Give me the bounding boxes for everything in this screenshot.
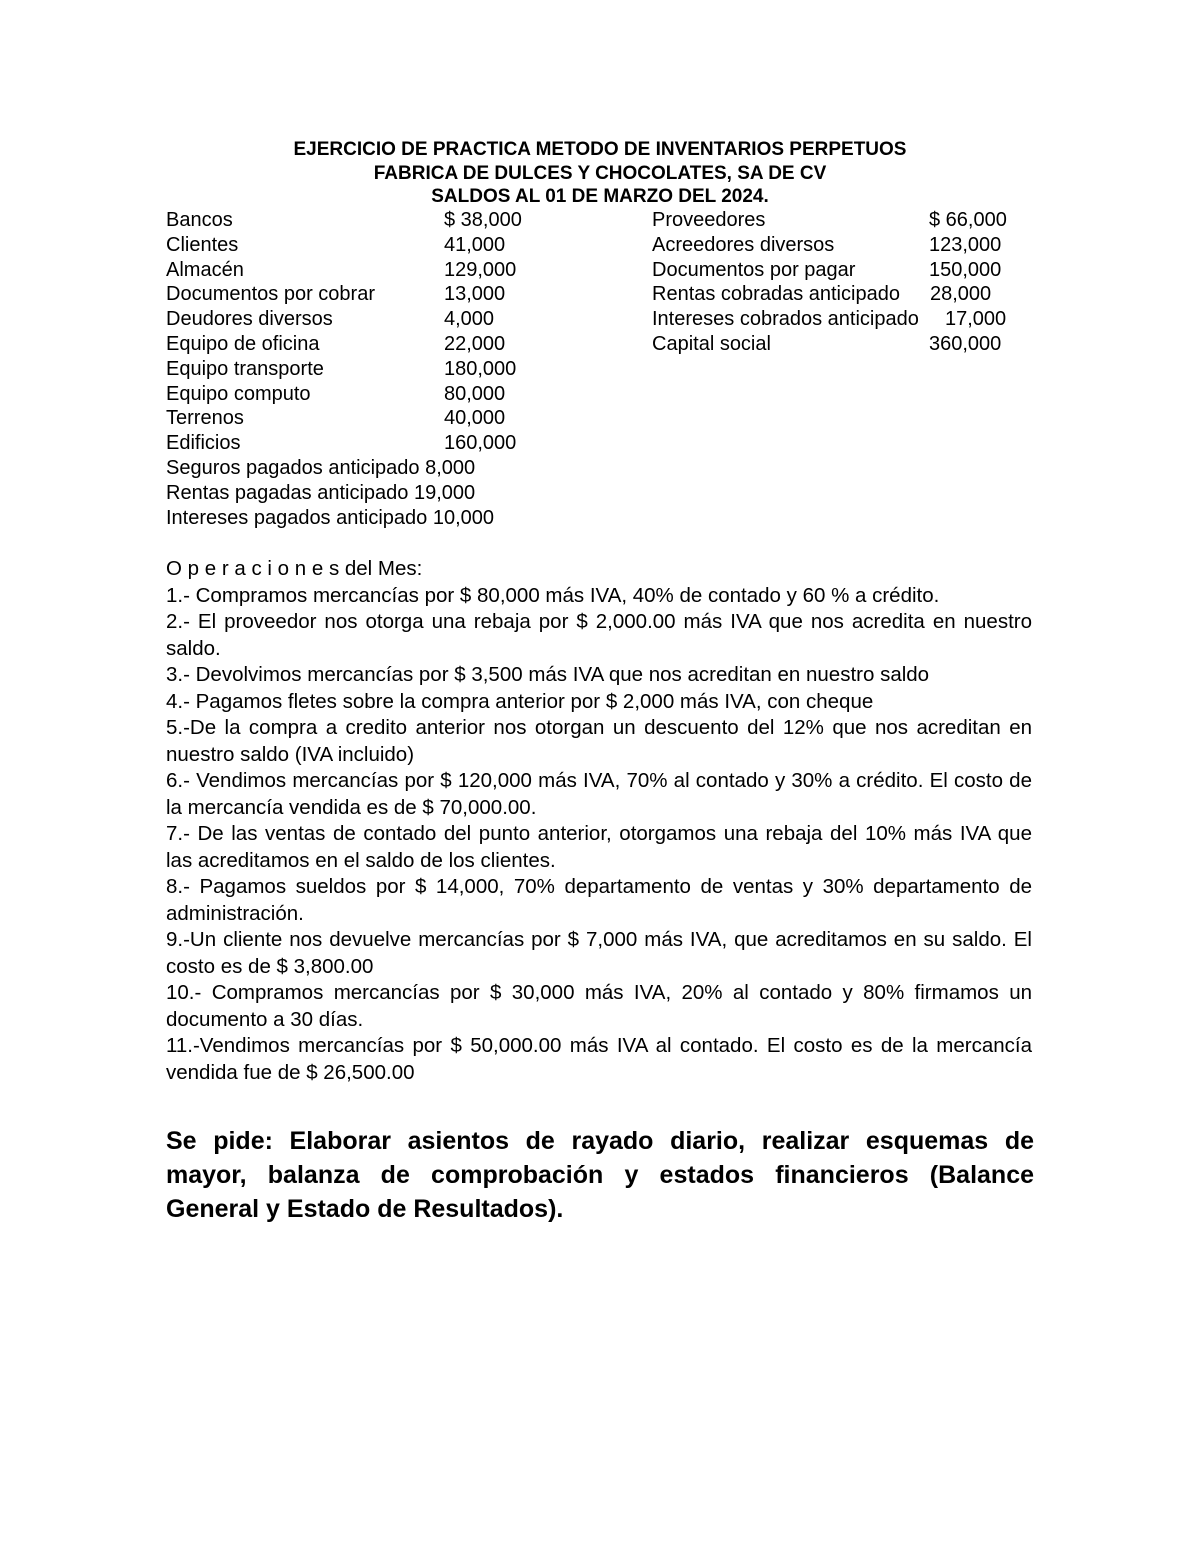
asset-account-name: Equipo transporte [166,357,324,380]
asset-account-inline [166,481,475,506]
asset-account-inline [166,456,475,481]
asset-account-name: Almacén [166,258,244,281]
balance-row [0,357,1200,382]
asset-account-amount: 22,000 [444,332,506,355]
liability-account-name: Rentas cobradas anticipado [652,283,900,306]
balance-row [0,406,1200,431]
asset-account-amount: $ 38,000 [444,209,522,231]
operation-item: 1.- Compramos mercancías por $ 80,000 más IVA, 40% de contado y 60 % a crédito. [166,583,940,607]
asset-account-name: Documentos por cobrar [166,283,375,306]
asset-account-inline [166,506,494,531]
asset-account-amount: 10,000 [432,506,495,529]
asset-account-name: Terrenos [166,407,244,430]
asset-account-amount: 80,000 [444,382,506,405]
balance-row [0,382,1200,407]
liability-account-amount: 28,000 [930,283,992,306]
liability-account-name: Documentos por pagar [652,258,856,281]
asset-account-name: Edificios [166,432,241,455]
exercise-title: EJERCICIO DE PRACTICA METODO DE INVENTARIOS PERPETUOS [293,139,907,160]
balance-row [0,307,1200,332]
balance-row [0,481,1200,506]
operation-item: 5.-De la compra a credito anterior nos otorgan un descuento del 12% que nos acreditan en nuestro saldo (IVA incluido) [166,716,1032,766]
operations-title: O p e r a c i o n e s del Mes: [166,557,423,580]
liability-account-name: Proveedores [652,209,766,231]
asset-account-name: Bancos [166,209,233,231]
opening-balances [0,208,1200,530]
operation-item: 6.- Vendimos mercancías por $ 120,000 más IVA, 70% al contado y 30% a crédito. El costo de la mercancía vendida es de $ 70,000.00. [166,769,1032,819]
balance-row [0,208,1200,233]
asset-account-name: Clientes [166,233,239,256]
liability-account-name: Intereses cobrados anticipado [652,308,919,331]
liability-account-amount: 123,000 [929,233,1002,256]
balance-row [0,233,1200,258]
liability-account-name: Acreedores diversos [652,233,835,256]
document-header [0,138,1200,209]
operation-item: 2.- El proveedor nos otorga una rebaja por $ 2,000.00 más IVA que nos acredita en nuestro saldo. [166,610,1032,660]
balance-row [0,456,1200,481]
asset-account-amount: 19,000 [413,481,476,504]
operation-item: 3.- Devolvimos mercancías por $ 3,500 más IVA que nos acreditan en nuestro saldo [166,663,930,686]
asset-account-name: Deudores diversos [166,308,333,331]
liability-account-amount: 17,000 [945,308,1007,331]
asset-account-amount: 160,000 [444,432,517,455]
asset-account-amount: 41,000 [444,233,506,256]
liability-account-amount: 360,000 [929,332,1002,355]
balance-row [0,258,1200,283]
asset-account-name: Intereses pagados anticipado [166,506,428,529]
asset-account-amount: 180,000 [444,357,517,380]
asset-account-name: Rentas pagadas anticipado [166,481,409,504]
operation-item: 7.- De las ventas de contado del punto anterior, otorgamos una rebaja del 10% más IVA que las acreditamos en el saldo de los clientes. [166,822,1032,872]
asset-account-name: Equipo de oficina [166,332,320,355]
liability-account-name: Capital social [652,332,771,355]
operation-item: 4.- Pagamos fletes sobre la compra anterior por $ 2,000 más IVA, con cheque [166,689,874,713]
asset-account-amount: 8,000 [425,456,476,479]
asset-account-amount: 40,000 [444,407,506,430]
asset-account-amount: 13,000 [444,283,506,306]
operation-item: 8.- Pagamos sueldos por $ 14,000, 70% departamento de ventas y 30% departamento de administración. [166,875,1032,925]
monthly-operations [166,556,1032,1086]
balance-row [0,282,1200,307]
liability-account-amount: 150,000 [929,258,1002,281]
operation-item: 10.- Compramos mercancías por $ 30,000 más IVA, 20% al contado y 80% firmamos un documento a 30 días. [166,981,1032,1031]
asset-account-amount: 129,000 [444,258,517,281]
liability-account-amount: $ 66,000 [929,209,1007,231]
operation-item: 9.-Un cliente nos devuelve mercancías por $ 7,000 más IVA, que acreditamos en su saldo. El costo es de $ 3,800.00 [166,928,1032,978]
balance-row [0,431,1200,456]
asset-account-name: Equipo computo [166,382,311,405]
company-name: FABRICA DE DULCES Y CHOCOLATES, SA DE CV [373,162,827,184]
asset-account-amount: 4,000 [444,308,495,331]
balance-row [0,332,1200,357]
asset-account-name: Seguros pagados anticipado [166,456,420,479]
balances-date: SALDOS AL 01 DE MARZO DEL 2024. [431,186,769,207]
balance-row [0,506,1200,531]
assignment-request: Se pide: Elaborar asientos de rayado diario, realizar esquemas de mayor, balanza de comprobación y estados financieros (Balance General y Estado de Resultados). [166,1127,1034,1223]
operation-item: 11.-Vendimos mercancías por $ 50,000.00 más IVA al contado. El costo es de la mercancía vendida fue de $ 26,500.00 [166,1034,1032,1084]
